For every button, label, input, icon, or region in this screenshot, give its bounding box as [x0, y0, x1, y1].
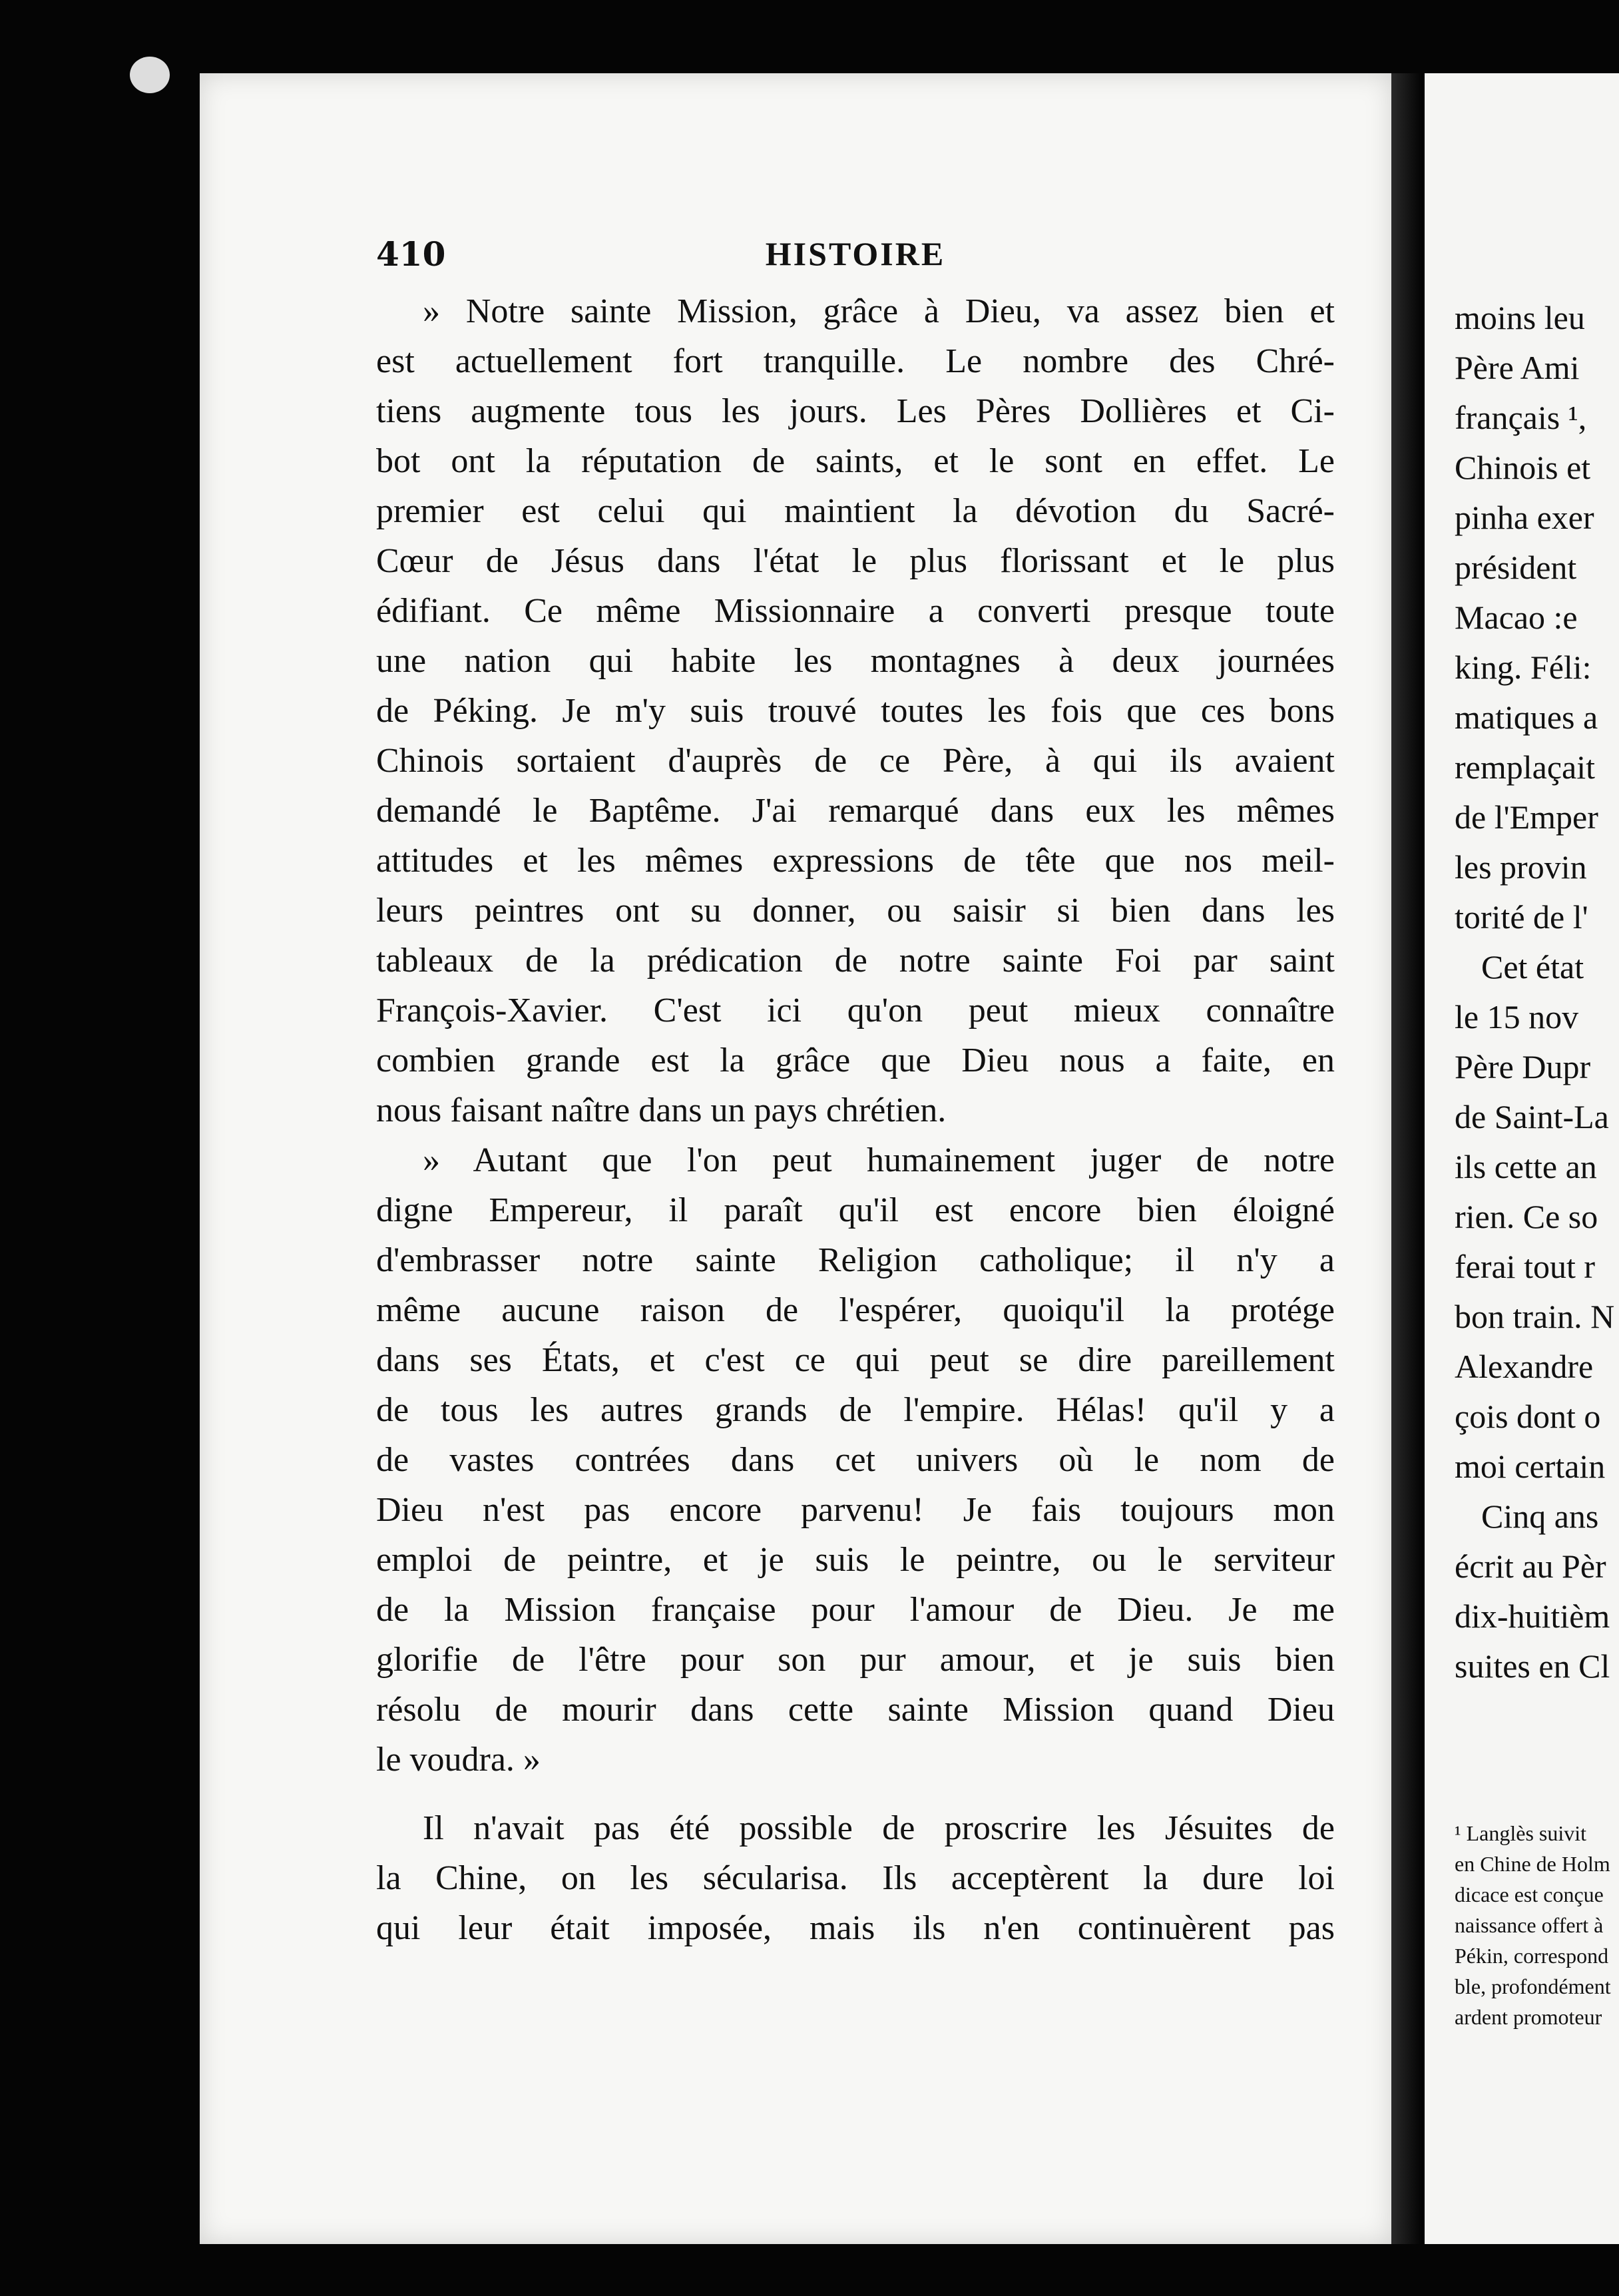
text-line-partial: bon train. N	[1455, 1298, 1615, 1335]
text-line-partial: français ¹,	[1455, 399, 1587, 436]
text-line-partial: Cinq ans	[1481, 1498, 1599, 1535]
footnote-line: Pékin, correspond	[1455, 1944, 1609, 1968]
page-number: 410	[376, 234, 446, 274]
text-line: emploi de peintre, et je suis le peintre, ou le serviteur	[376, 1541, 1335, 1579]
text-line-partial: Chinois et	[1455, 449, 1591, 486]
text-line-partial: suites en Cl	[1455, 1647, 1610, 1685]
text-line-partial: matiques a	[1455, 699, 1598, 736]
text-line-partial: Macao :e	[1455, 599, 1578, 636]
text-line-partial: moins leu	[1455, 299, 1585, 336]
running-head	[376, 234, 1335, 281]
footnote-line: ¹ Langlès suivit	[1455, 1821, 1587, 1845]
text-line: édifiant. Ce même Missionnaire a converti presque toute	[376, 592, 1335, 630]
text-line: Il n'avait pas été possible de proscrire les Jésuites de	[423, 1809, 1335, 1847]
text-line: » Autant que l'on peut humainement juger de notre	[423, 1141, 1335, 1179]
text-line: digne Empereur, il paraît qu'il est encore bien éloigné	[376, 1191, 1335, 1229]
text-line-partial: de l'Emper	[1455, 798, 1598, 836]
text-line-partial: çois dont o	[1455, 1398, 1601, 1435]
text-line-partial: Cet état	[1481, 948, 1584, 986]
text-line: premier est celui qui maintient la dévotion du Sacré-	[376, 492, 1335, 530]
text-line-partial: king. Féli:	[1455, 649, 1592, 686]
text-line-partial: ferai tout r	[1455, 1248, 1596, 1285]
text-line-partial: de Saint-La	[1455, 1098, 1609, 1135]
footnote-line: ble, profondément	[1455, 1974, 1611, 1998]
text-line: leurs peintres ont su donner, ou saisir si bien dans les	[376, 892, 1335, 930]
text-line: de Péking. Je m'y suis trouvé toutes les fois que ces bons	[376, 692, 1335, 730]
text-line: tiens augmente tous les jours. Les Pères Dollières et Ci-	[376, 392, 1335, 430]
running-title: HISTOIRE	[765, 235, 946, 272]
text-line-partial: moi certain	[1455, 1448, 1606, 1485]
text-line: tableaux de la prédication de notre sainte Foi par saint	[376, 942, 1335, 980]
text-line: nous faisant naître dans un pays chrétien.	[376, 1091, 947, 1129]
text-line: Dieu n'est pas encore parvenu! Je fais toujours mon	[376, 1491, 1335, 1529]
footnote-line: en Chine de Holm	[1455, 1852, 1610, 1876]
text-line-partial: Père Ami	[1455, 349, 1580, 386]
text-line: une nation qui habite les montagnes à deux journées	[376, 642, 1335, 680]
text-line: d'embrasser notre sainte Religion catholique; il n'y a	[376, 1241, 1335, 1279]
text-line: Chinois sortaient d'auprès de ce Père, à qui ils avaient	[376, 742, 1335, 780]
text-line-partial: dix-huitièm	[1455, 1597, 1610, 1635]
text-line-partial: Père Dupr	[1455, 1048, 1591, 1085]
text-line: Cœur de Jésus dans l'état le plus florissant et le plus	[376, 542, 1335, 580]
paragraph-gap	[376, 1785, 1335, 1803]
text-line-partial: les provin	[1455, 848, 1587, 886]
scan-speck	[130, 57, 170, 93]
text-line: demandé le Baptême. J'ai remarqué dans eux les mêmes	[376, 792, 1335, 830]
text-line: de tous les autres grands de l'empire. Hélas! qu'il y a	[376, 1391, 1335, 1429]
text-line: dans ses États, et c'est ce qui peut se dire pareillement	[376, 1341, 1335, 1379]
text-line-partial: ils cette an	[1455, 1148, 1597, 1185]
footnote-line: ardent promoteur	[1455, 2005, 1602, 2029]
text-line-partial: rien. Ce so	[1455, 1198, 1598, 1235]
right-page-footnote	[1455, 1818, 1619, 2032]
text-line: le voudra. »	[376, 1741, 541, 1779]
text-line: François-Xavier. C'est ici qu'on peut mieux connaître	[376, 992, 1335, 1029]
text-line: glorifie de l'être pour son pur amour, et je suis bien	[376, 1641, 1335, 1679]
text-line: bot ont la réputation de saints, et le sont en effet. Le	[376, 442, 1335, 480]
text-line: la Chine, on les sécularisa. Ils acceptèrent la dure loi	[376, 1859, 1335, 1897]
text-line-partial: Alexandre	[1455, 1348, 1594, 1385]
text-line-partial: torité de l'	[1455, 898, 1588, 936]
text-line: » Notre sainte Mission, grâce à Dieu, va assez bien et	[423, 292, 1335, 330]
text-line: attitudes et les mêmes expressions de tête que nos meil-	[376, 842, 1335, 880]
text-line-partial: remplaçait	[1455, 748, 1595, 786]
text-line: combien grande est la grâce que Dieu nous a faite, en	[376, 1041, 1335, 1079]
text-line: est actuellement fort tranquille. Le nombre des Chré-	[376, 342, 1335, 380]
left-page-body	[376, 286, 1335, 1953]
text-line-partial: pinha exer	[1455, 499, 1594, 536]
text-line: de la Mission française pour l'amour de Dieu. Je me	[376, 1591, 1335, 1629]
footnote-line: dicace est conçue	[1455, 1882, 1604, 1906]
book-gutter-shadow	[1391, 73, 1425, 2244]
text-line-partial: le 15 nov	[1455, 998, 1579, 1035]
text-line: résolu de mourir dans cette sainte Mission quand Dieu	[376, 1691, 1335, 1729]
right-page-body	[1455, 293, 1619, 1691]
text-line: qui leur était imposée, mais ils n'en continuèrent pas	[376, 1909, 1335, 1947]
text-line: de vastes contrées dans cet univers où le nom de	[376, 1441, 1335, 1479]
text-line-partial: président	[1455, 549, 1577, 586]
text-line: même aucune raison de l'espérer, quoiqu'il la protége	[376, 1291, 1335, 1329]
footnote-line: naissance offert à	[1455, 1913, 1604, 1937]
text-line-partial: écrit au Pèr	[1455, 1548, 1606, 1585]
